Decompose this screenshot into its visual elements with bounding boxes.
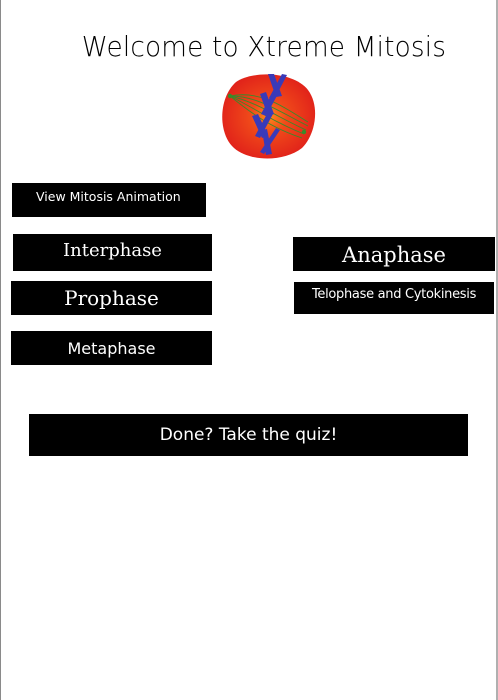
- page-title: Welcome to Xtreme Mitosis: [81, 30, 447, 63]
- take-quiz-button[interactable]: Done? Take the quiz!: [29, 414, 468, 456]
- view-animation-button[interactable]: View Mitosis Animation: [12, 183, 206, 217]
- interphase-button[interactable]: Interphase: [13, 234, 212, 271]
- mitosis-cell-icon: [216, 72, 320, 160]
- anaphase-button[interactable]: Anaphase: [293, 237, 495, 271]
- metaphase-button[interactable]: Metaphase: [11, 331, 212, 365]
- prophase-button[interactable]: Prophase: [11, 281, 212, 315]
- window-left-border: [0, 0, 1, 700]
- telophase-cytokinesis-button[interactable]: Telophase and Cytokinesis: [294, 282, 494, 314]
